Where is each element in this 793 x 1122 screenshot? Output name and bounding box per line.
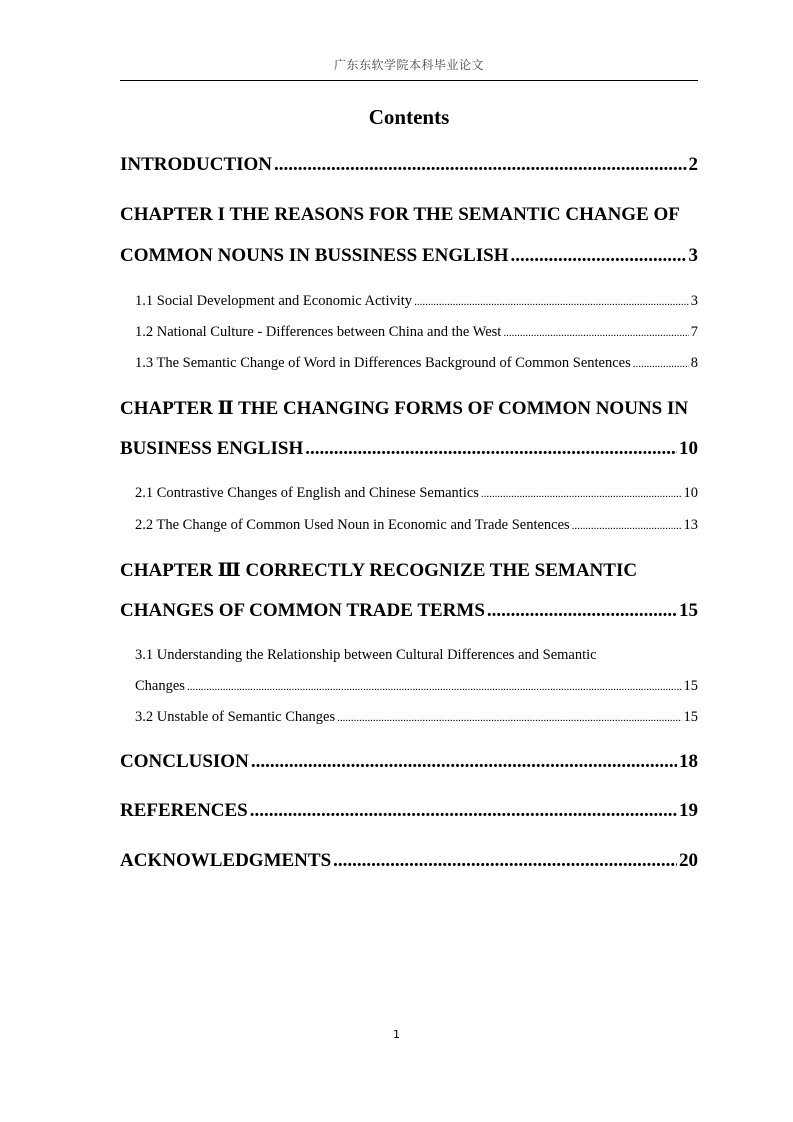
dot-leader [333,850,677,872]
toc-entry-title: Changes [135,678,185,694]
header-rule [120,80,698,81]
toc-chapter3-title-line1[interactable]: CHAPTER Ⅲ CORRECTLY RECOGNIZE THE SEMANTIC [120,560,638,581]
toc-section-3-1-title-line1[interactable]: 3.1 Understanding the Relationship between Cultural Differences and Semantic [135,647,597,663]
toc-entry-title: COMMON NOUNS IN BUSSINESS ENGLISH [120,245,509,266]
toc-entry-title: CONCLUSION [120,751,249,772]
toc-entry-title: INTRODUCTION [120,154,273,175]
toc-entry-page: 10 [679,438,698,459]
toc-entry-title: 1.3 The Semantic Change of Word in Differences Background of Common Sentences [135,355,631,371]
toc-entry-page: 3 [688,245,698,266]
running-header: 广东东软学院本科毕业论文 [333,58,484,72]
toc-entry-section-3-2[interactable] [135,709,698,726]
dot-leader [572,520,682,532]
toc-entry-conclusion[interactable] [120,751,698,773]
toc-entry-section-1-2[interactable] [135,324,698,341]
toc-entry-page: 2 [688,154,698,175]
toc-entry-page: 19 [679,800,698,821]
page-number: 1 [393,1028,400,1041]
toc-entry-title: BUSINESS ENGLISH [120,438,304,459]
toc-entry-acknowledgments[interactable] [120,850,698,872]
toc-entry-title: 2.2 The Change of Common Used Noun in Economic and Trade Sentences [135,517,570,533]
toc-chapter2-title-line1[interactable]: CHAPTER Ⅱ THE CHANGING FORMS OF COMMON NOUNS IN [120,398,689,419]
dot-leader [503,327,688,339]
toc-entry-title: 3.2 Unstable of Semantic Changes [135,709,336,725]
toc-entry-page: 8 [690,355,698,371]
toc-entry-page: 3 [690,293,698,309]
toc-entry-page: 18 [679,751,698,772]
toc-entry-section-1-3[interactable] [135,355,698,372]
dot-leader [414,296,689,308]
toc-entry-section-2-2[interactable] [135,517,698,534]
toc-entry-page: 10 [683,485,698,501]
toc-entry-page: 15 [683,709,698,725]
toc-entry-title: ACKNOWLEDGMENTS [120,850,332,871]
toc-chapter1-title-line1[interactable]: CHAPTER I THE REASONS FOR THE SEMANTIC CHANGE OF [120,204,680,225]
toc-entry-title: REFERENCES [120,800,248,821]
dot-leader [487,600,677,622]
toc-entry-title: 1.2 National Culture - Differences between China and the West [135,324,502,340]
dot-leader [250,800,677,822]
dot-leader [305,438,677,460]
toc-entry-references[interactable] [120,800,698,822]
toc-entry-section-1-1[interactable] [135,293,698,310]
toc-entry-section-3-1[interactable] [135,678,698,695]
toc-entry-page: 15 [683,678,698,694]
toc-title: Contents [368,105,450,129]
toc-entry-section-2-1[interactable] [135,485,698,502]
dot-leader [251,751,677,773]
toc-entry-chapter2[interactable] [120,438,698,460]
dot-leader [337,712,681,724]
toc-entry-chapter1[interactable] [120,245,698,267]
dot-leader [187,681,682,693]
dot-leader [481,488,682,500]
dot-leader [274,154,686,176]
toc-entry-title: 2.1 Contrastive Changes of English and Chinese Semantics [135,485,479,501]
toc-entry-introduction[interactable] [120,154,698,176]
toc-entry-title: 1.1 Social Development and Economic Activity [135,293,413,309]
dot-leader [511,245,687,267]
dot-leader [633,358,689,370]
toc-entry-page: 7 [690,324,698,340]
toc-entry-title: CHANGES OF COMMON TRADE TERMS [120,600,485,621]
toc-entry-chapter3[interactable] [120,600,698,622]
toc-entry-page: 15 [679,600,698,621]
toc-entry-page: 20 [679,850,698,871]
toc-entry-page: 13 [683,517,698,533]
